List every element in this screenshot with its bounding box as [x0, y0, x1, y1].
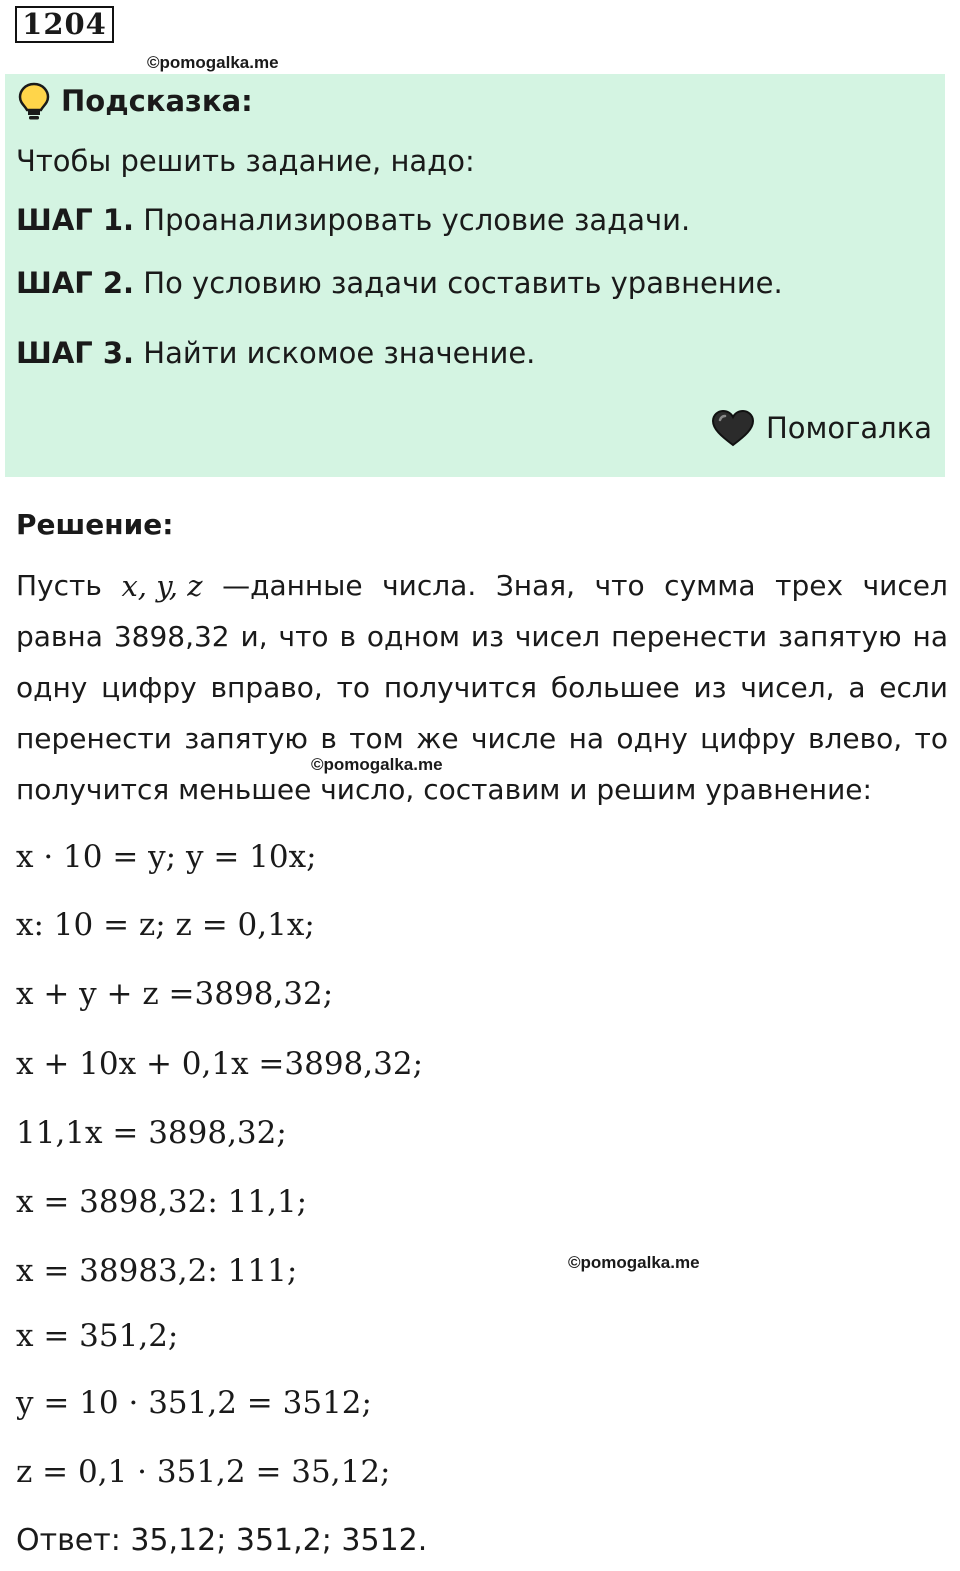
hint-title: Подсказка:: [61, 84, 253, 118]
step-label: ШАГ 2.: [16, 266, 135, 300]
equation: x + 10x + 0,1x =3898,32;: [16, 1046, 424, 1082]
equation: x = 351,2;: [16, 1318, 179, 1354]
step-text: Проанализировать условие задачи.: [134, 203, 691, 237]
step-text: Найти искомое значение.: [134, 336, 536, 370]
equation: x = 38983,2: 111;: [16, 1253, 298, 1289]
equation: x = 3898,32: 11,1;: [16, 1184, 308, 1220]
paragraph-line-4: перенести запятую в том же числе на одну цифру влево, то: [16, 722, 948, 755]
step-text: По условию задачи составить уравнение.: [134, 266, 783, 300]
word: —данные: [222, 569, 363, 602]
watermark: ©pomogalka.me: [568, 1253, 700, 1272]
word: Пусть: [16, 569, 102, 602]
paragraph-line-5: получится меньшее число, составим и решим уравнение:: [16, 773, 872, 806]
task-number: 1204: [15, 6, 114, 43]
equation: x + y + z =3898,32;: [16, 976, 334, 1012]
word: сумма: [664, 569, 756, 602]
paragraph-line-1: [16, 569, 948, 603]
hint-step-2: [16, 266, 783, 300]
variables: x, y, z: [121, 569, 203, 603]
step-label: ШАГ 3.: [16, 336, 135, 370]
word: числа.: [382, 569, 477, 602]
equation: z = 0,1 · 351,2 = 35,12;: [16, 1454, 391, 1490]
word: Зная,: [495, 569, 575, 602]
hint-intro: Чтобы решить задание, надо:: [16, 144, 475, 178]
hint-step-1: [16, 203, 690, 237]
step-label: ШАГ 1.: [16, 203, 135, 237]
word: трех: [775, 569, 844, 602]
answer: Ответ: 35,12; 351,2; 3512.: [16, 1523, 428, 1558]
word: чисел: [862, 569, 948, 602]
lightbulb-icon: [18, 82, 50, 122]
brand-label: Помогалка: [766, 411, 932, 445]
paragraph-line-2: равна 3898,32 и, что в одном из чисел перенести запятую на: [16, 620, 948, 653]
equation: y = 10 · 351,2 = 3512;: [16, 1385, 372, 1421]
equation: 11,1x = 3898,32;: [16, 1115, 287, 1151]
paragraph-line-3: одну цифру вправо, то получится большее из чисел, а если: [16, 671, 948, 704]
equation: x · 10 = y; y = 10x;: [16, 839, 317, 875]
watermark: ©pomogalka.me: [147, 53, 279, 72]
solution-heading: Решение:: [16, 508, 174, 541]
hint-step-3: [16, 336, 535, 370]
equation: x: 10 = z; z = 0,1x;: [16, 907, 315, 943]
word: что: [594, 569, 645, 602]
watermark: ©pomogalka.me: [311, 755, 443, 774]
heart-icon: [711, 409, 755, 447]
